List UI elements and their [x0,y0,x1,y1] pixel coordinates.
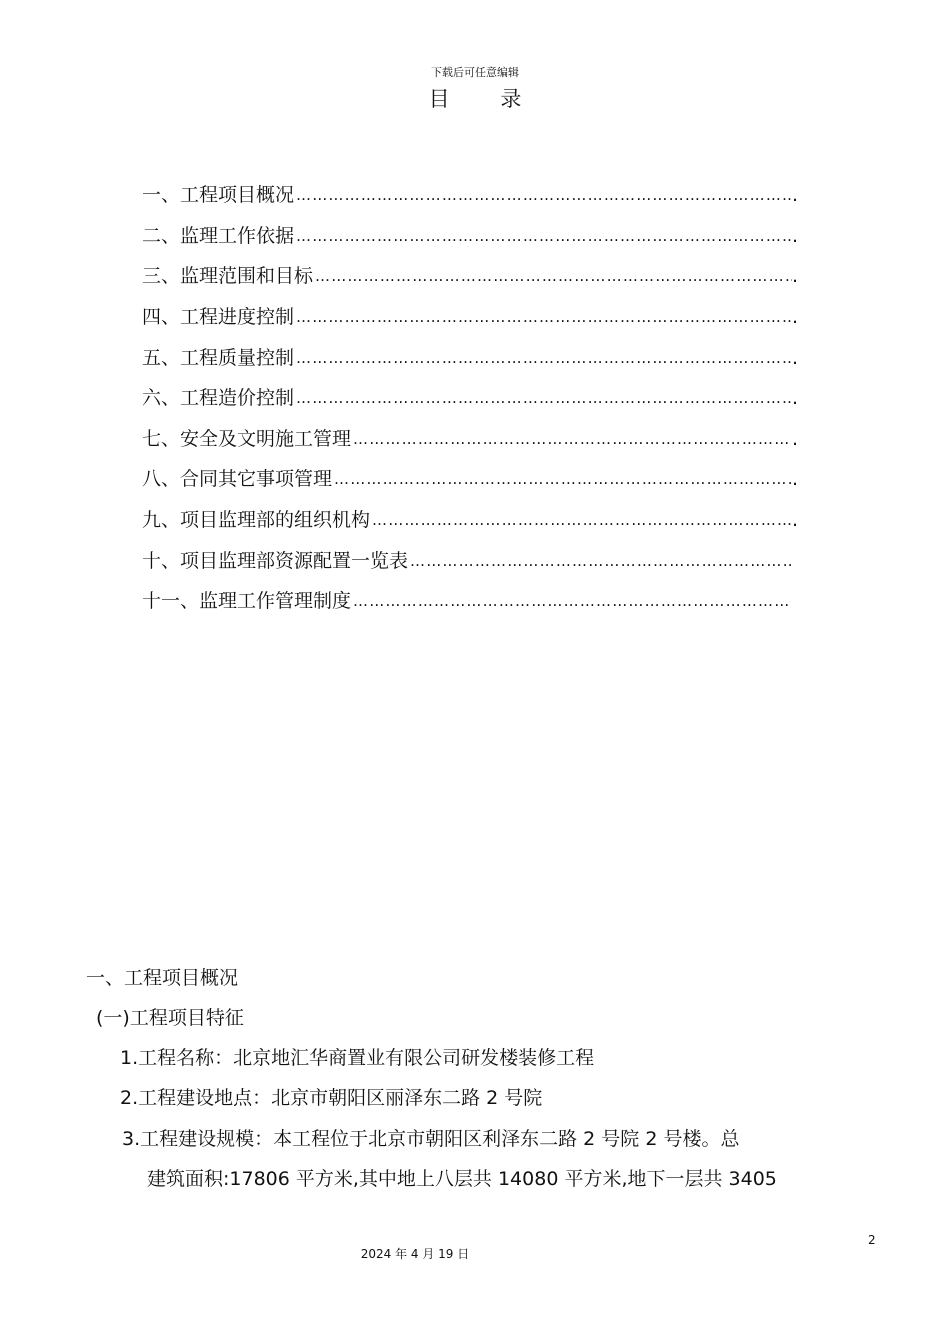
project-scale-line: 3.工程建设规模：本工程位于北京市朝阳区利泽东二路 2 号院 2 号楼。总 [122,1128,740,1150]
header-note: 下载后可任意编辑 [431,66,519,79]
toc-title: 目 录 [428,87,544,111]
toc-item-page: . [792,306,799,329]
toc-dot-leader [315,263,792,289]
toc-item-1[interactable] [142,175,802,216]
toc-item-page: . [792,509,799,532]
toc-item-8[interactable] [142,459,802,500]
toc-dot-leader [353,588,792,614]
toc-dot-leader [410,548,792,574]
toc-item-7[interactable] [142,419,802,460]
toc-item-label: 一、工程项目概况 [142,184,295,207]
footer-date: 2024 年 4 月 19 日 [360,1247,470,1261]
table-of-contents [142,175,802,622]
toc-item-5[interactable] [142,337,802,378]
toc-item-page: . [792,184,799,207]
toc-item-label: 六、工程造价控制 [142,387,295,410]
project-scale-line-continued: 建筑面积:17806 平方米,其中地上八层共 14080 平方米,地下一层共 3405 [147,1168,777,1190]
section-heading: 一、工程项目概况 [86,967,239,989]
toc-item-label: 三、监理范围和目标 [142,265,314,288]
toc-item-11[interactable] [142,581,802,622]
toc-dot-leader [296,223,792,249]
project-name-line: 1.工程名称：北京地汇华商置业有限公司研发楼装修工程 [120,1047,595,1069]
toc-item-label: 七、安全及文明施工管理 [142,427,352,450]
toc-item-page: . [792,224,799,247]
toc-item-page: . [792,387,799,410]
toc-item-label: 五、工程质量控制 [142,346,295,369]
toc-item-label: 八、合同其它事项管理 [142,468,333,491]
toc-dot-leader [353,426,792,452]
toc-item-label: 四、工程进度控制 [142,306,295,329]
toc-item-10[interactable] [142,540,802,581]
toc-item-page: . [792,468,799,491]
toc-item-label: 十、项目监理部资源配置一览表 [142,549,409,572]
project-location-line: 2.工程建设地点：北京市朝阳区丽泽东二路 2 号院 [120,1087,543,1109]
toc-item-label: 二、监理工作依据 [142,224,295,247]
toc-dot-leader [296,304,792,330]
toc-item-label: 十一、监理工作管理制度 [142,590,352,613]
toc-item-page: . [792,346,799,369]
toc-item-2[interactable] [142,216,802,257]
toc-item-4[interactable] [142,297,802,338]
toc-item-page: . [792,427,799,450]
toc-item-label: 九、项目监理部的组织机构 [142,509,371,532]
toc-dot-leader [296,182,792,208]
toc-dot-leader [296,385,792,411]
toc-item-page: . [792,265,799,288]
toc-dot-leader [372,507,792,533]
toc-item-3[interactable] [142,256,802,297]
toc-dot-leader [334,466,792,492]
subsection-heading: (一)工程项目特征 [96,1007,244,1029]
toc-dot-leader [296,345,792,371]
toc-item-9[interactable] [142,500,802,541]
page-number: 2 [868,1233,876,1247]
toc-item-6[interactable] [142,378,802,419]
